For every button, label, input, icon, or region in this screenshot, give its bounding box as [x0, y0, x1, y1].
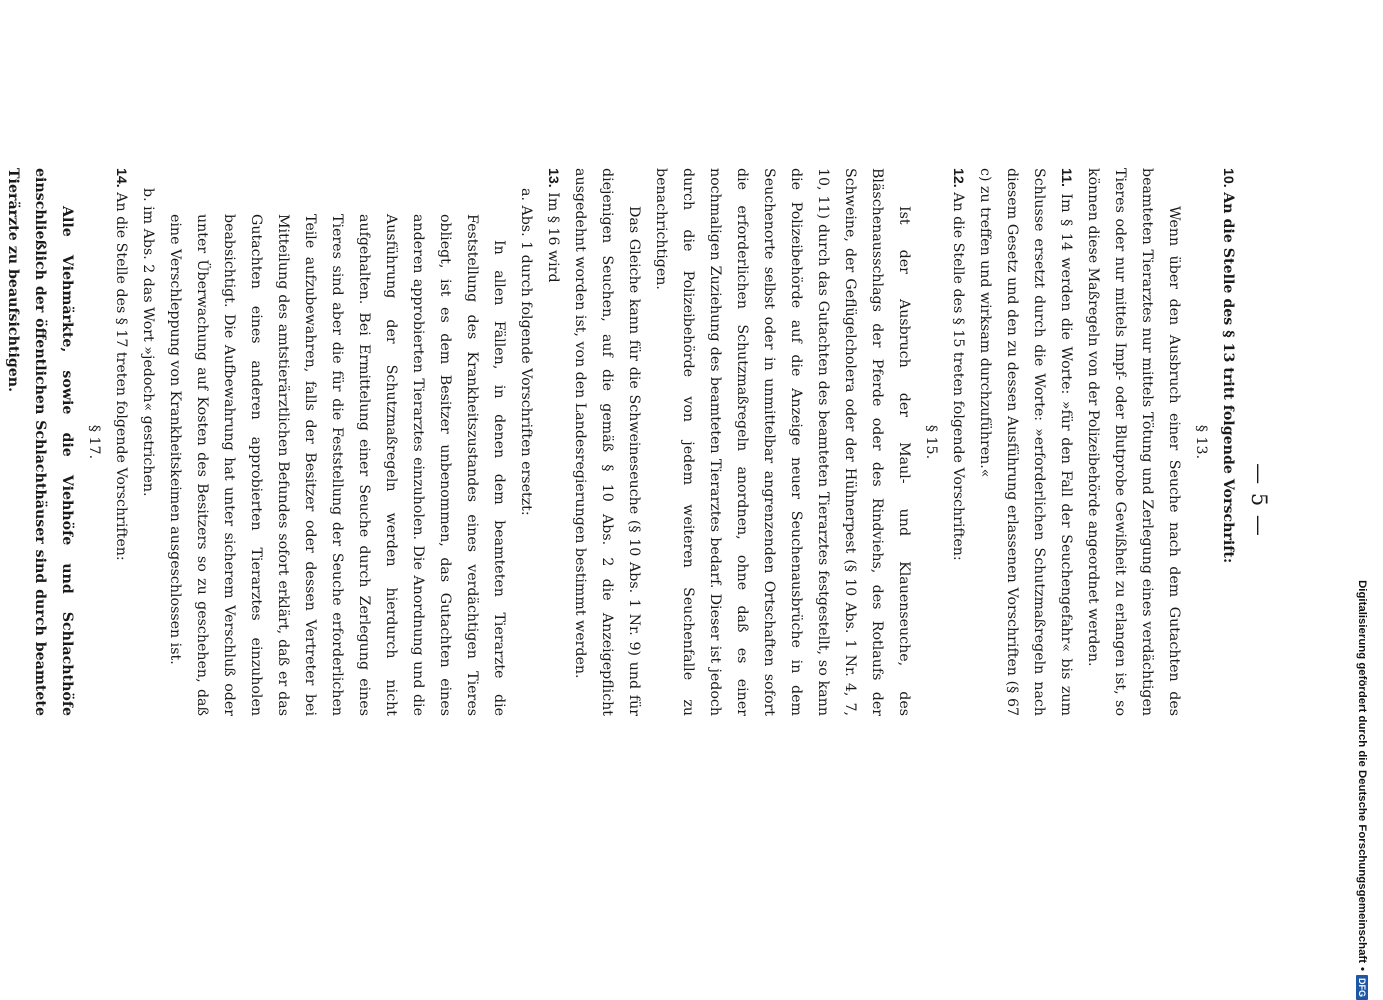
- section-13-quote: In allen Fällen, in denen dem beamteten Tierarzte die Feststellung des Krankheitszustandes eines verdächtigen Tieres obliegt, ist es dem Besitzer unbenommen, das Gutachten eines anderen approbierten Tierarztes einzuholen. Die Anordnung und die Ausführung der Schutzmaßregeln werden hierdurch nicht aufgehalten. Bei Ermittelung einer Seuche durch Zerlegung eines Tieres sind aber die für die Feststellung der Seuche erforderlichen Teile aufzubewahren, falls der Besitzer oder dessen Vertreter bei Mitteilung des amtstierärztlichen Befundes sofort erklärt, daß er das Gutachten eines anderen approbierten Tierarztes einzuholen beabsichtigt. Die Aufbewahrung hat unter sicherem Verschluß oder unter Überwachung auf Kosten des Besitzers so zu geschehen, daß eine Verschleppung von Krankheitskeimen ausgeschlossen ist.: [167, 214, 507, 716]
- section-13-item-a-label: a.: [518, 188, 534, 201]
- funding-note-separator: •: [1356, 967, 1368, 971]
- section-10-number: 10.: [1220, 168, 1236, 188]
- section-13-item-b-text: im Abs. 2 das Wort »jedoch« gestrichen.: [140, 206, 156, 497]
- section-12-intro-text: An die Stelle des § 15 treten folgende Vorschriften:: [950, 192, 966, 561]
- section-10-intro-text: An die Stelle des § 13 tritt folgende Vorschrift:: [1220, 192, 1236, 564]
- dfg-logo: DFG: [1356, 975, 1368, 1000]
- section-13-item-a-text: Abs. 1 durch folgende Vorschriften ersetzt:: [518, 205, 534, 516]
- section-11-body: Im § 14 werden die Worte: »für den Fall der Seuchengefahr« bis zum Schlusse ersetzt durch die Worte: »erforderlichen Schutzmaßregeln nach diesem Gesetz und den zu dessen Ausführung erlassenen Vorschriften (§ 67 c) zu treffen und wirksam durchzuführen.«: [977, 168, 1074, 716]
- section-12-heading: § 15.: [923, 424, 939, 460]
- section-11-number: 11.: [1058, 168, 1074, 187]
- section-14-number: 14.: [113, 168, 129, 188]
- section-13-item-a: [512, 168, 539, 716]
- section-14-intro: [107, 168, 134, 716]
- section-13-intro: [539, 168, 566, 716]
- section-13-intro-text: Im § 16 wird: [545, 192, 561, 283]
- section-12-number: 12.: [950, 168, 966, 188]
- funding-note-text: Digitalisierung gefördert durch die Deutsche Forschungsgemeinschaft: [1356, 580, 1368, 963]
- section-13-item-b: [134, 168, 161, 716]
- section-10-body: Wenn über den Ausbruch einer Seuche nach dem Gutachten des beamteten Tierarztes nur mittels Tötung und Zerlegung eines verdächtigen Tieres oder nur mittels Impf- oder Blutprobe Gewißheit zu erlangen ist, so können diese Maßregeln von der Polizeibehörde angeordnet werden.: [1085, 168, 1182, 716]
- section-10-intro: [1214, 168, 1241, 716]
- section-14-intro-text: An die Stelle des § 17 treten folgende Vorschriften:: [113, 192, 129, 561]
- page-number: — 5 —: [1247, 463, 1271, 537]
- section-14-heading: § 17.: [86, 424, 102, 460]
- section-10-heading: § 13.: [1193, 424, 1209, 460]
- document-body: [0, 168, 1241, 716]
- section-12-body-2: Das Gleiche kann für die Schweineseuche (§ 10 Abs. 1 Nr. 9) und für diejenigen Seuchen, auf die gemäß § 10 Abs. 2 die Anzeigepflicht ausgedehnt worden ist, von den Landesregierungen bestimmt werden.: [572, 168, 642, 716]
- section-13-number: 13.: [545, 168, 561, 188]
- section-12-body-1: Ist der Ausbruch der Maul- und Klauenseuche, des Bläschenausschlags der Pferde oder des Rindviehs, des Rotlaufs der Schweine, der Geflügelcholera oder der Hühnerpest (§ 10 Abs. 1 Nr. 4, 7, 10, 11) durch das Gutachten des beamteten Tierarztes festgestellt, so kann die Polizeibehörde auf die Anzeige neuer Seuchenausbrüche in dem Seuchenorte selbst oder in unmittelbar angrenzenden Ortschaften sofort die erforderlichen Schutzmaßregeln anordnen, ohne daß es einer nochmaligen Zuziehung des beamteten Tierarztes bedarf. Dieser ist jedoch durch die Polizeibehörde von jedem weiteren Seuchenfalle zu benachrichtigen.: [653, 168, 912, 716]
- section-11-paragraph: [971, 168, 1079, 716]
- section-14-body: Alle Viehmärkte, sowie die Viehhöfe und Schlachthöfe einschließlich der öffentlichen Schlachthäuser sind durch beamtete Tierärzte zu beaufsichtigen.: [5, 168, 75, 716]
- section-12-intro: [944, 168, 971, 716]
- section-13-item-b-label: b.: [140, 188, 156, 202]
- funding-note: [1355, 0, 1369, 1000]
